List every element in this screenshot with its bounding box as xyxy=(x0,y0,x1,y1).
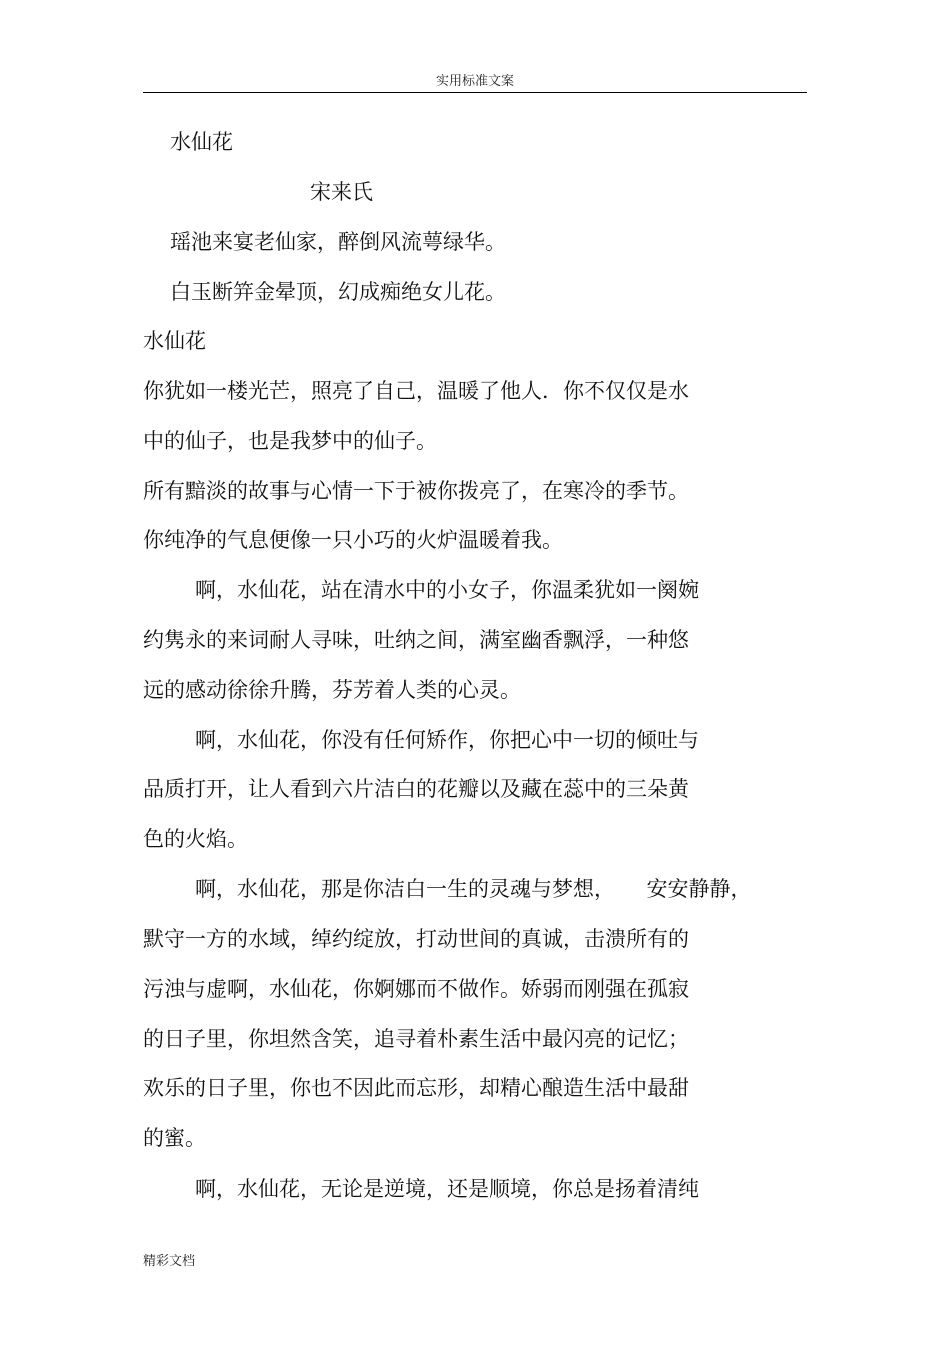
essay-line: 啊，水仙花，无论是逆境，还是顺境，你总是扬着清纯 xyxy=(195,1177,699,1201)
essay-line: 中的仙子，也是我梦中的仙子。 xyxy=(143,429,437,453)
essay-title: 水仙花 xyxy=(143,329,206,353)
essay-line: 啊，水仙花，站在清水中的小女子，你温柔犹如一阕婉 xyxy=(195,578,699,602)
essay-line: 欢乐的日子里，你也不因此而忘形，却精心酿造生活中最甜 xyxy=(143,1076,689,1100)
essay-line: 色的火焰。 xyxy=(143,827,248,851)
essay-line: 啊，水仙花，你没有任何矫作，你把心中一切的倾吐与 xyxy=(195,728,699,752)
essay-line: 品质打开，让人看到六片洁白的花瓣以及藏在蕊中的三朵黄 xyxy=(143,777,689,801)
poem-line: 瑶池来宴老仙家，醉倒风流萼绿华。 xyxy=(170,230,506,254)
essay-line: 的日子里，你坦然含笑，追寻着朴素生活中最闪亮的记忆； xyxy=(143,1027,689,1051)
essay-line: 约隽永的来词耐人寻味，吐纳之间，满室幽香飘浮，一种悠 xyxy=(143,628,689,652)
header-divider xyxy=(143,92,807,93)
essay-line: 污浊与虚啊，水仙花，你婀娜而不做作。娇弱而刚强在孤寂 xyxy=(143,977,689,1001)
poem-author: 宋来氏 xyxy=(310,180,373,204)
essay-line: 默守一方的水域，绰约绽放，打动世间的真诚，击溃所有的 xyxy=(143,927,689,951)
page-footer: 精彩文档 xyxy=(143,1254,196,1269)
essay-line: 你犹如一楼光芒，照亮了自己，温暖了他人．你不仅仅是水 xyxy=(143,379,689,403)
poem-title: 水仙花 xyxy=(170,130,233,154)
essay-line: 的蜜。 xyxy=(143,1126,206,1150)
essay-line: 远的感动徐徐升腾，芬芳着人类的心灵。 xyxy=(143,678,521,702)
poem-line: 白玉断笄金晕顶，幻成痴绝女儿花。 xyxy=(170,280,506,304)
header-title: 实用标准文案 xyxy=(435,74,514,89)
essay-line: 你纯净的气息便像一只小巧的火炉温暖着我。 xyxy=(143,528,563,552)
essay-line: 啊，水仙花，那是你洁白一生的灵魂与梦想， 安安静静， xyxy=(195,877,752,901)
essay-line: 所有黯淡的故事与心情一下于被你拨亮了，在寒冷的季节。 xyxy=(143,479,689,503)
